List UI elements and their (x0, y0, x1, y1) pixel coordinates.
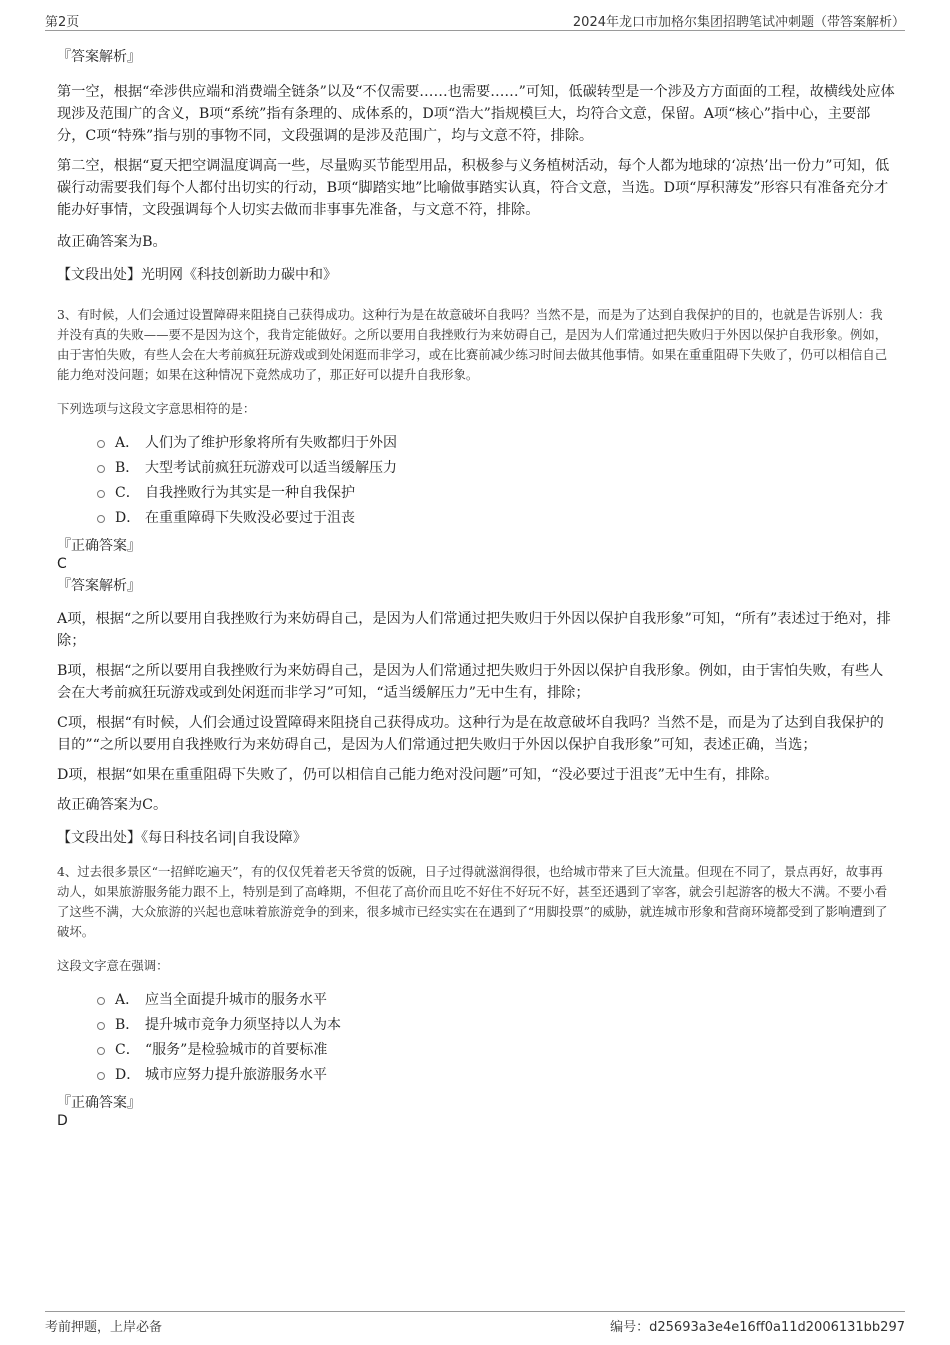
q4-options (57, 988, 895, 1088)
q3-prompt: 下列选项与这段文字意思相符的是： (57, 401, 256, 416)
document-title: 2024年龙口市加格尔集团招聘笔试冲刺题（带答案解析） (572, 15, 905, 30)
q3-stem: 3、有时候，人们会通过设置障碍来阻挠自己获得成功。这种行为是在故意破坏自我吗？当然不是，而是为了达到自我保护的目的，也就是告诉别人：我并没有真的失败——要不是因为这个，我肯定能做好。之所以要用自我挫败行为来妨碍自己，是因为人们常通过把失败归于外因以保护自我形象。例如，由于害怕失败，有些人会在大考前疯狂玩游戏或到处闲逛而非学习，或在比赛前减少练习时间去做其他事情。如果在重重阻碍下失败了，仍可以相信自己能力绝对没问题；如果在这种情况下竟然成功了，那正好可以提升自我形象。 (57, 307, 888, 382)
q4-option-b[interactable]: B． 提升城市竞争力须坚持以人为本 (97, 1013, 895, 1038)
q3-analysis-c: C项，根据“有时候，人们会通过设置障碍来阻挠自己获得成功。这种行为是在故意破坏自我吗？当然不是，而是为了达到自我保护的目的”“之所以要用自我挫败行为来妨碍自己，是因为人们常通过把失败归于外因以保护自我形象”可知，表述正确，当选； (57, 715, 884, 753)
q2-analysis-label: 『答案解析』 (57, 49, 141, 65)
q2-analysis-paragraph-1: 第一空，根据“牵涉供应端和消费端全链条”以及“不仅需要……也需要……”可知，低碳转型是一个涉及方方面面的工程，故横线处应体现涉及范围广的含义，B项“系统”指有条理的、成体系的，D项“浩大”指规模巨大，均符合文意，保留。A项“核心”指中心，主要部分，C项“特殊”指与别的事物不同，文段强调的是涉及范围广，均与文意不符，排除。 (57, 84, 895, 144)
radio-icon[interactable] (97, 465, 105, 473)
page-header (45, 0, 905, 31)
q3-option-d[interactable]: D． 在重重障碍下失败没必要过于沮丧 (97, 506, 895, 531)
q4-option-d[interactable]: D． 城市应努力提升旅游服务水平 (97, 1063, 895, 1088)
q4-answer: D (57, 1113, 68, 1129)
q2-conclusion: 故正确答案为B。 (57, 234, 167, 250)
q2-source: 【文段出处】光明网《科技创新助力碳中和》 (57, 267, 337, 283)
radio-icon[interactable] (97, 490, 105, 498)
q3-analysis-b: B项，根据“之所以要用自我挫败行为来妨碍自己，是因为人们常通过把失败归于外因以保护自我形象。例如，由于害怕失败，有些人会在大考前疯狂玩游戏或到处闲逛而非学习”可知，“适当缓解压力”无中生有，排除； (57, 663, 884, 701)
page-number: 第2页 (45, 15, 80, 30)
document-id: 编号：d25693a3e4e16ff0a11d2006131bb297 (610, 1320, 905, 1335)
q3-source: 【文段出处】《每日科技名词|自我设障》 (57, 830, 307, 846)
q3-option-b[interactable]: B． 大型考试前疯狂玩游戏可以适当缓解压力 (97, 456, 895, 481)
q3-options (57, 431, 895, 531)
q3-analysis-a: A项，根据“之所以要用自我挫败行为来妨碍自己，是因为人们常通过把失败归于外因以保护自我形象”可知，“所有”表述过于绝对，排除； (57, 611, 891, 649)
q2-analysis-paragraph-2: 第二空，根据“夏天把空调温度调高一些，尽量购买节能型用品，积极参与义务植树活动，每个人都为地球的‘凉热’出一份力”可知，低碳行动需要我们每个人都付出切实的行动，B项“脚踏实地”比喻做事踏实认真，符合文意，当选。D项“厚积薄发”形容只有准备充分才能办好事情，文段强调每个人切实去做而非事事先准备，与文意不符，排除。 (57, 158, 890, 218)
q3-option-c[interactable]: C． 自我挫败行为其实是一种自我保护 (97, 481, 895, 506)
radio-icon[interactable] (97, 1047, 105, 1055)
radio-icon[interactable] (97, 1072, 105, 1080)
q4-prompt: 这段文字意在强调： (57, 958, 169, 973)
q4-answer-label: 『正确答案』 (57, 1095, 141, 1111)
radio-icon[interactable] (97, 440, 105, 448)
page-content (57, 45, 895, 1130)
radio-icon[interactable] (97, 997, 105, 1005)
q3-analysis-d: D项，根据“如果在重重阻碍下失败了，仍可以相信自己能力绝对没问题”可知，“没必要过于沮丧”无中生有，排除。 (57, 767, 779, 783)
radio-icon[interactable] (97, 515, 105, 523)
q3-conclusion: 故正确答案为C。 (57, 797, 168, 813)
q4-stem: 4、过去很多景区“一招鲜吃遍天”，有的仅仅凭着老天爷赏的饭碗，日子过得就滋润得很，也给城市带来了巨大流量。但现在不同了，景点再好，故事再动人，如果旅游服务能力跟不上，特别是到了高峰期，不但花了高价而且吃不好住不好玩不好，甚至还遇到了宰客，就会引起游客的极大不满。不要小看了这些不满，大众旅游的兴起也意味着旅游竞争的到来，很多城市已经实实在在遇到了“用脚投票”的威胁，就连城市形象和营商环境都受到了影响遭到了破坏。 (57, 864, 888, 939)
q3-analysis-label: 『答案解析』 (57, 578, 141, 594)
q3-answer: C (57, 556, 67, 572)
q3-option-a[interactable]: A． 人们为了维护形象将所有失败都归于外因 (97, 431, 895, 456)
footer-slogan: 考前押题，上岸必备 (45, 1320, 163, 1335)
page-footer (45, 1311, 905, 1342)
q4-option-a[interactable]: A． 应当全面提升城市的服务水平 (97, 988, 895, 1013)
radio-icon[interactable] (97, 1022, 105, 1030)
q4-option-c[interactable]: C． “服务”是检验城市的首要标准 (97, 1038, 895, 1063)
q3-answer-label: 『正确答案』 (57, 538, 141, 554)
